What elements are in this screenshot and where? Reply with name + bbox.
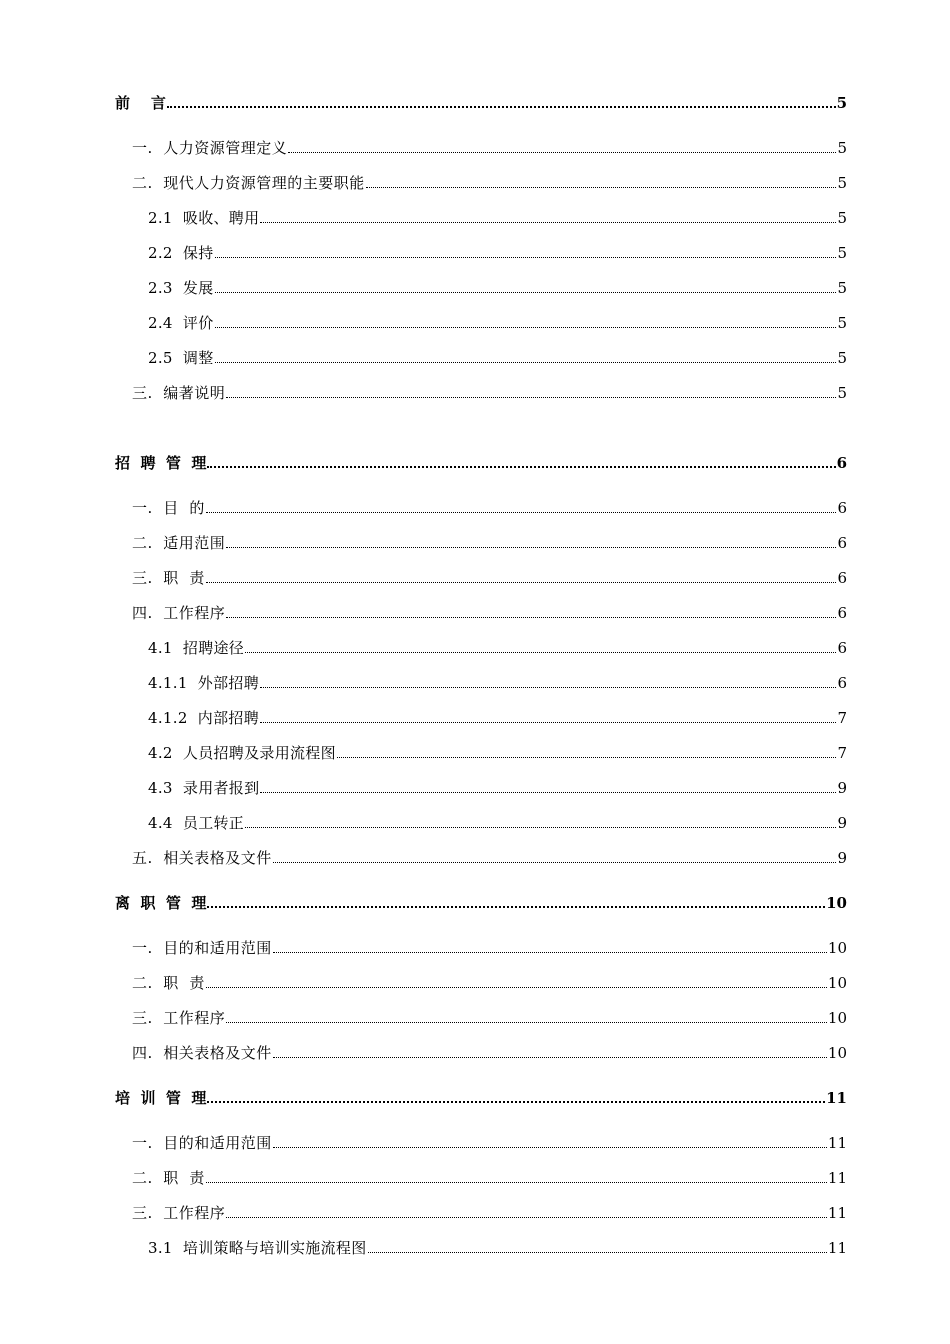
toc-entry-page: 11 bbox=[827, 1169, 847, 1187]
toc-entry[interactable] bbox=[132, 497, 847, 519]
dot-leader bbox=[245, 652, 836, 653]
dot-leader bbox=[207, 1101, 825, 1103]
toc-entry[interactable] bbox=[115, 1087, 847, 1109]
toc-entry-page: 5 bbox=[837, 279, 847, 297]
toc-entry-label: 四. 工作程序 bbox=[132, 604, 226, 622]
toc-entry-label: 二. 职 责 bbox=[132, 1169, 205, 1187]
toc-entry[interactable] bbox=[132, 1042, 847, 1064]
toc-entry[interactable] bbox=[132, 602, 847, 624]
toc-entry-page: 10 bbox=[827, 974, 847, 992]
toc-entry[interactable] bbox=[148, 277, 847, 299]
toc-entry-label: 三. 编著说明 bbox=[132, 384, 226, 402]
toc-entry[interactable] bbox=[132, 137, 847, 159]
toc-entry-page: 5 bbox=[837, 209, 847, 227]
toc-entry-page: 5 bbox=[837, 174, 847, 192]
toc-entry-label: 三. 工作程序 bbox=[132, 1204, 226, 1222]
toc-entry-label: 五. 相关表格及文件 bbox=[132, 849, 272, 867]
toc-entry-label: 4.2 人员招聘及录用流程图 bbox=[148, 744, 336, 762]
toc-entry[interactable] bbox=[132, 1167, 847, 1189]
dot-leader bbox=[207, 466, 835, 468]
dot-leader bbox=[273, 1147, 827, 1148]
toc-entry-page: 9 bbox=[837, 814, 847, 832]
dot-leader bbox=[273, 862, 837, 863]
dot-leader bbox=[260, 687, 836, 688]
toc-entry-label: 4.4 员工转正 bbox=[148, 814, 245, 832]
dot-leader bbox=[273, 952, 827, 953]
dot-leader bbox=[226, 1022, 827, 1023]
toc-entry-page: 5 bbox=[836, 94, 847, 112]
dot-leader bbox=[260, 222, 836, 223]
toc-entry-page: 6 bbox=[837, 674, 847, 692]
dot-leader bbox=[206, 987, 827, 988]
toc-entry-label: 前 言 bbox=[115, 94, 166, 112]
toc-entry-page: 10 bbox=[827, 1044, 847, 1062]
toc-entry[interactable] bbox=[148, 742, 847, 764]
toc-entry-label: 二. 适用范围 bbox=[132, 534, 226, 552]
toc-entry-label: 二. 职 责 bbox=[132, 974, 205, 992]
toc-entry-page: 7 bbox=[837, 744, 847, 762]
toc-entry-page: 10 bbox=[827, 1009, 847, 1027]
dot-leader bbox=[206, 582, 837, 583]
toc-entry[interactable] bbox=[115, 92, 847, 114]
toc-entry-page: 6 bbox=[836, 454, 847, 472]
toc-entry[interactable] bbox=[148, 777, 847, 799]
toc-entry-label: 一. 目的和适用范围 bbox=[132, 1134, 272, 1152]
dot-leader bbox=[260, 722, 836, 723]
toc-entry-label: 4.1.2 内部招聘 bbox=[148, 709, 260, 727]
toc-entry[interactable] bbox=[132, 382, 847, 404]
dot-leader bbox=[226, 397, 836, 398]
toc-entry-label: 二. 现代人力资源管理的主要职能 bbox=[132, 174, 365, 192]
toc-entry-page: 6 bbox=[837, 569, 847, 587]
dot-leader bbox=[226, 547, 836, 548]
toc-entry-label: 一. 人力资源管理定义 bbox=[132, 139, 288, 157]
toc-entry-page: 5 bbox=[837, 384, 847, 402]
toc-entry-page: 11 bbox=[827, 1239, 847, 1257]
toc-entry-page: 6 bbox=[837, 639, 847, 657]
toc-entry[interactable] bbox=[132, 1202, 847, 1224]
toc-entry-label: 2.4 评价 bbox=[148, 314, 214, 332]
toc-entry-page: 5 bbox=[837, 349, 847, 367]
dot-leader bbox=[368, 1252, 827, 1253]
dot-leader bbox=[260, 792, 836, 793]
toc-entry[interactable] bbox=[132, 1007, 847, 1029]
dot-leader bbox=[366, 187, 837, 188]
dot-leader bbox=[206, 512, 837, 513]
toc-entry-label: 2.5 调整 bbox=[148, 349, 214, 367]
dot-leader bbox=[206, 1182, 827, 1183]
toc-entry-label: 2.2 保持 bbox=[148, 244, 214, 262]
toc-entry[interactable] bbox=[148, 207, 847, 229]
dot-leader bbox=[226, 1217, 827, 1218]
dot-leader bbox=[215, 327, 837, 328]
toc-entry-label: 一. 目的和适用范围 bbox=[132, 939, 272, 957]
toc-entry-page: 11 bbox=[827, 1134, 847, 1152]
dot-leader bbox=[215, 257, 837, 258]
toc-entry[interactable] bbox=[115, 452, 847, 474]
toc-entry-page: 11 bbox=[827, 1204, 847, 1222]
toc-entry-page: 9 bbox=[837, 849, 847, 867]
toc-entry[interactable] bbox=[115, 892, 847, 914]
toc-entry[interactable] bbox=[148, 637, 847, 659]
toc-entry-label: 3.1 培训策略与培训实施流程图 bbox=[148, 1239, 367, 1257]
toc-entry-label: 招 聘 管 理 bbox=[115, 454, 207, 472]
toc-entry[interactable] bbox=[148, 312, 847, 334]
toc-entry-page: 11 bbox=[826, 1089, 847, 1107]
dot-leader bbox=[226, 617, 836, 618]
toc-entry-page: 7 bbox=[837, 709, 847, 727]
toc-entry-page: 9 bbox=[837, 779, 847, 797]
toc-entry[interactable] bbox=[148, 672, 847, 694]
toc-entry-label: 2.1 吸收、聘用 bbox=[148, 209, 260, 227]
dot-leader bbox=[215, 362, 837, 363]
toc-entry[interactable] bbox=[132, 172, 847, 194]
toc-entry-label: 4.3 录用者报到 bbox=[148, 779, 260, 797]
toc-entry[interactable] bbox=[132, 567, 847, 589]
toc-entry-label: 三. 职 责 bbox=[132, 569, 205, 587]
toc-entry-label: 四. 相关表格及文件 bbox=[132, 1044, 272, 1062]
toc-entry-label: 离 职 管 理 bbox=[115, 894, 207, 912]
toc-entry-label: 4.1 招聘途径 bbox=[148, 639, 245, 657]
toc-entry-label: 一. 目 的 bbox=[132, 499, 205, 517]
toc-entry[interactable] bbox=[148, 1237, 847, 1259]
toc-entry[interactable] bbox=[132, 1132, 847, 1154]
dot-leader bbox=[167, 106, 836, 108]
toc-entry-page: 10 bbox=[826, 894, 847, 912]
toc-entry-page: 6 bbox=[837, 604, 847, 622]
toc-entry-page: 5 bbox=[837, 314, 847, 332]
toc-entry[interactable] bbox=[132, 972, 847, 994]
toc-entry[interactable] bbox=[148, 242, 847, 264]
toc-entry-page: 6 bbox=[837, 534, 847, 552]
toc-entry-label: 2.3 发展 bbox=[148, 279, 214, 297]
toc-entry[interactable] bbox=[148, 347, 847, 369]
toc-entry[interactable] bbox=[132, 937, 847, 959]
dot-leader bbox=[273, 1057, 827, 1058]
toc-entry[interactable] bbox=[132, 847, 847, 869]
toc-entry-page: 6 bbox=[837, 499, 847, 517]
dot-leader bbox=[337, 757, 837, 758]
toc-entry[interactable] bbox=[132, 532, 847, 554]
toc-entry-page: 5 bbox=[837, 244, 847, 262]
toc-entry-label: 培 训 管 理 bbox=[115, 1089, 207, 1107]
dot-leader bbox=[245, 827, 836, 828]
toc-entry[interactable] bbox=[148, 812, 847, 834]
toc-entry-label: 三. 工作程序 bbox=[132, 1009, 226, 1027]
dot-leader bbox=[215, 292, 837, 293]
toc-entry-label: 4.1.1 外部招聘 bbox=[148, 674, 260, 692]
toc-entry-page: 10 bbox=[827, 939, 847, 957]
dot-leader bbox=[288, 152, 836, 153]
toc-entry-page: 5 bbox=[837, 139, 847, 157]
toc-entry[interactable] bbox=[148, 707, 847, 729]
dot-leader bbox=[207, 906, 825, 908]
